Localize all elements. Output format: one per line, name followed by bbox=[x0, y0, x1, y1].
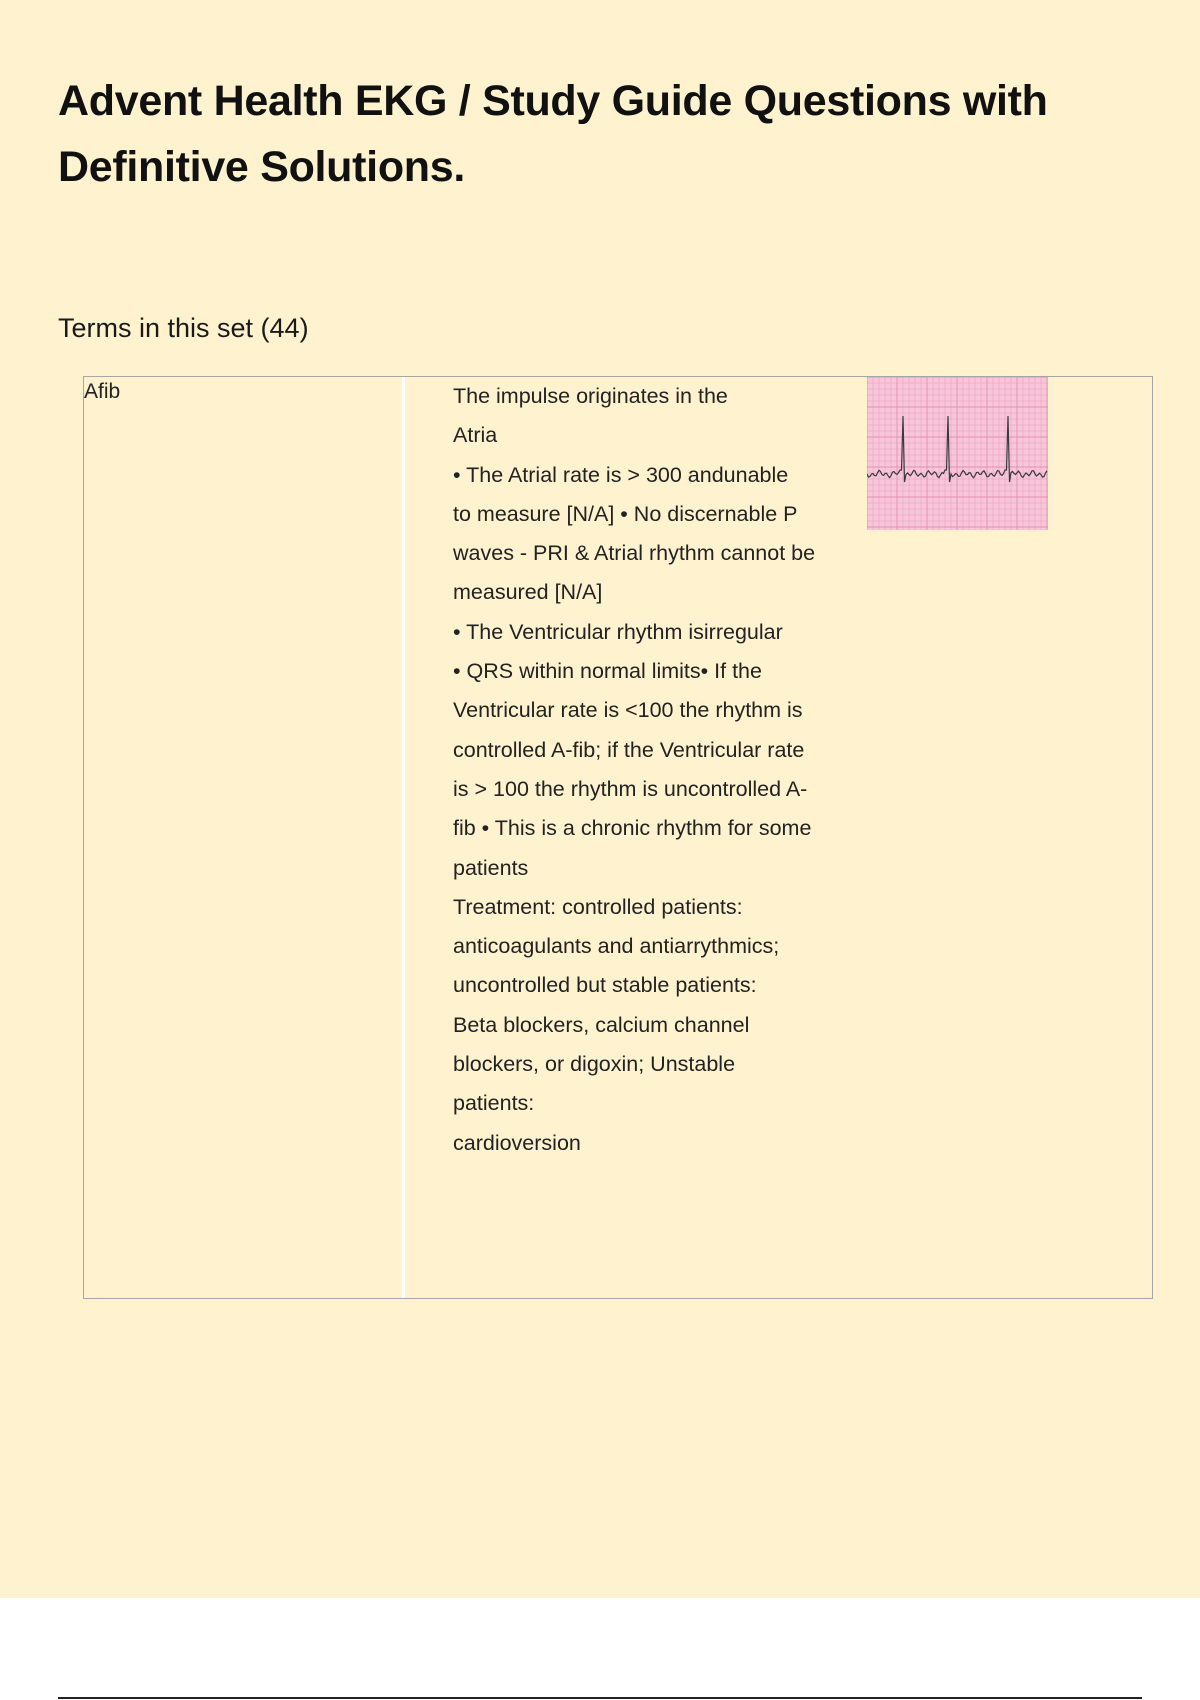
definition-line: Ventricular rate is <100 the rhythm is bbox=[453, 698, 803, 723]
definition-line: measured [N/A] bbox=[453, 580, 603, 605]
definition-line: The impulse originates in the bbox=[453, 384, 728, 408]
footer-divider bbox=[58, 1697, 1142, 1699]
definition-line: controlled A-fib; if the Ventricular rate bbox=[453, 737, 805, 762]
definition-line: Treatment: controlled patients: bbox=[453, 894, 743, 919]
definition-line: uncontrolled but stable patients: bbox=[453, 973, 757, 998]
card-definition bbox=[453, 377, 843, 1163]
definition-line: to measure [N/A] • No discernable P bbox=[453, 501, 798, 526]
flashcard bbox=[83, 376, 1153, 1299]
ekg-paper-background bbox=[867, 377, 1048, 530]
terms-count-label: Terms in this set (44) bbox=[58, 313, 309, 343]
definition-line: • The Ventricular rhythm isirregular bbox=[453, 619, 783, 644]
definition-line: waves - PRI & Atrial rhythm cannot be bbox=[453, 541, 816, 566]
definition-line: cardioversion bbox=[453, 1130, 581, 1155]
definition-line: fib • This is a chronic rhythm for some bbox=[453, 816, 812, 841]
definition-line: • QRS within normal limits• If the bbox=[453, 659, 762, 684]
definition-line: • The Atrial rate is > 300 andunable bbox=[453, 462, 789, 487]
definition-line: Atria bbox=[453, 423, 498, 448]
page-title bbox=[58, 68, 1078, 200]
page-title-line-1: Advent Health EKG / Study Guide Questions with bbox=[58, 77, 1048, 125]
page-title-line-2: Definitive Solutions. bbox=[58, 143, 466, 191]
definition-line: patients: bbox=[453, 1091, 535, 1116]
ekg-strip-image bbox=[867, 377, 1048, 530]
column-divider bbox=[402, 377, 405, 1298]
definition-line: anticoagulants and antiarrythmics; bbox=[453, 934, 780, 959]
definition-line: blockers, or digoxin; Unstable bbox=[453, 1052, 736, 1077]
card-term: Afib bbox=[84, 380, 121, 403]
definition-line: Beta blockers, calcium channel bbox=[453, 1012, 750, 1037]
definition-line: is > 100 the rhythm is uncontrolled A- bbox=[453, 776, 808, 801]
definition-line: patients bbox=[453, 855, 529, 880]
